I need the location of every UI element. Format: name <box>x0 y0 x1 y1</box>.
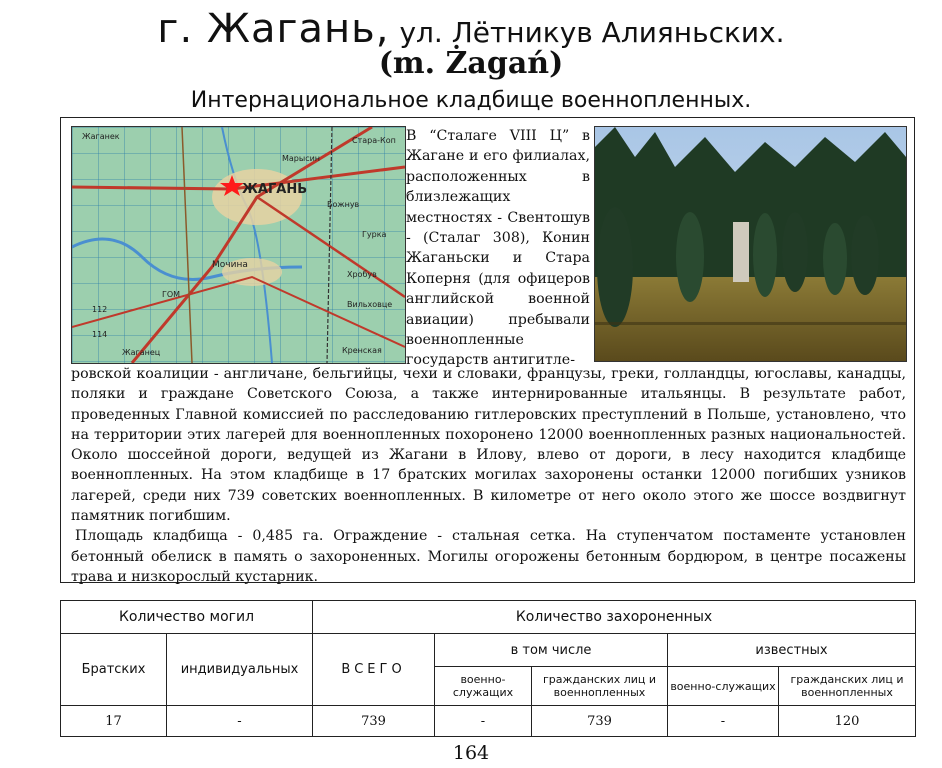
header-total: ВСЕГО <box>313 634 435 706</box>
header-graves-count: Количество могил <box>61 601 313 634</box>
cell-known-civilians: 120 <box>779 706 916 737</box>
graves-table-container <box>60 600 915 736</box>
cell-total: 739 <box>313 706 435 737</box>
map-label: Божнув <box>327 200 360 209</box>
header-buried-count: Количество захороненных <box>313 601 916 634</box>
map-label: 114 <box>92 330 108 339</box>
map-label: Стара-Коп <box>352 136 396 145</box>
map-label: 112 <box>92 305 108 314</box>
map-label: Кренская <box>342 346 382 355</box>
map-label: ЖАГАНЬ <box>242 182 308 197</box>
header-including: в том числе <box>435 634 668 667</box>
article-paragraph-1: ровской коалиции - англичане, бельгийцы, чехи и словаки, французы, греки, голландцы, югославы, канадцы, поляки и граждане Советского Союза, а также интернированные итальянцы. В результате работ, проведенных Главной комиссией по расследованию гитлеровских преступлений в Польше, установлено, что на территории этих лагерей для военнопленных похоронено 12000 военнопленных разных национальностей. Около шоссейной дороги, ведущей из Жагани в Илову, влево от дороги, в лесу находится кладбище военнопленных. На этом кладбище в 17 братских могилах захоронены останки 12000 погибших узников лагерей, среди них 739 советских военнопленных. В километре от него около этого же шоссе воздвигнут памятник погибшим. <box>71 366 906 525</box>
map-label: Марысин <box>282 154 321 163</box>
cemetery-photo <box>594 126 907 362</box>
title-street: ул. Лётникув Алияньских. <box>399 16 785 49</box>
title-polish-name: (m. Żagań) <box>378 46 564 81</box>
map-label: Гурка <box>362 230 387 239</box>
article-column-text: В “Сталаге VIII Ц” в Жагане и его филиалах, расположенных в близлежащих местностях - Свентошув - (Сталаг 308), Конин Жаганьски и Стара Коперня (для офицеров английской военной авиации) пребывали военнопленные государств антигитле- <box>406 128 590 369</box>
article-box <box>60 117 915 583</box>
map-image <box>71 126 406 364</box>
header-including-civilians: гражданских лиц и военнопленных <box>532 667 668 706</box>
article-paragraph-2: Площадь кладбища - 0,485 га. Ограждение - стальная сетка. На ступенчатом постаменте установлен бетонный обелиск в память о захороненных. Могилы огорожены бетонным бордюром, в центре посажены трава и низкорослый кустарник. <box>71 528 906 585</box>
header-known-military: военно-служащих <box>668 667 779 706</box>
cell-incl-civilians: 739 <box>532 706 668 737</box>
photo-graphic <box>595 127 906 361</box>
map-label: ГОМ <box>162 290 181 299</box>
map-label: Жаганец <box>122 348 161 357</box>
header-known: известных <box>668 634 916 667</box>
map-graphic <box>72 127 405 363</box>
map-label: Жаганек <box>82 132 120 141</box>
header-individual: индивидуальных <box>167 634 313 706</box>
cell-mass-graves: 17 <box>61 706 167 737</box>
header-known-civilians: гражданских лиц и военнопленных <box>779 667 916 706</box>
cell-incl-military: - <box>435 706 532 737</box>
graves-table <box>60 600 916 737</box>
title-city: г. Жагань, <box>157 6 390 52</box>
header-mass-graves: Братских <box>61 634 167 706</box>
cell-known-military: - <box>668 706 779 737</box>
header-including-military: военно-служащих <box>435 667 532 706</box>
map-label: Вильховце <box>347 300 393 309</box>
article-body <box>71 364 906 587</box>
page-number: 164 <box>452 742 490 764</box>
table-row <box>61 706 916 737</box>
subtitle: Интернациональное кладбище военнопленных. <box>190 88 752 113</box>
map-label: Хробув <box>347 270 377 279</box>
cell-individual: - <box>167 706 313 737</box>
map-label: Мочина <box>212 260 248 270</box>
